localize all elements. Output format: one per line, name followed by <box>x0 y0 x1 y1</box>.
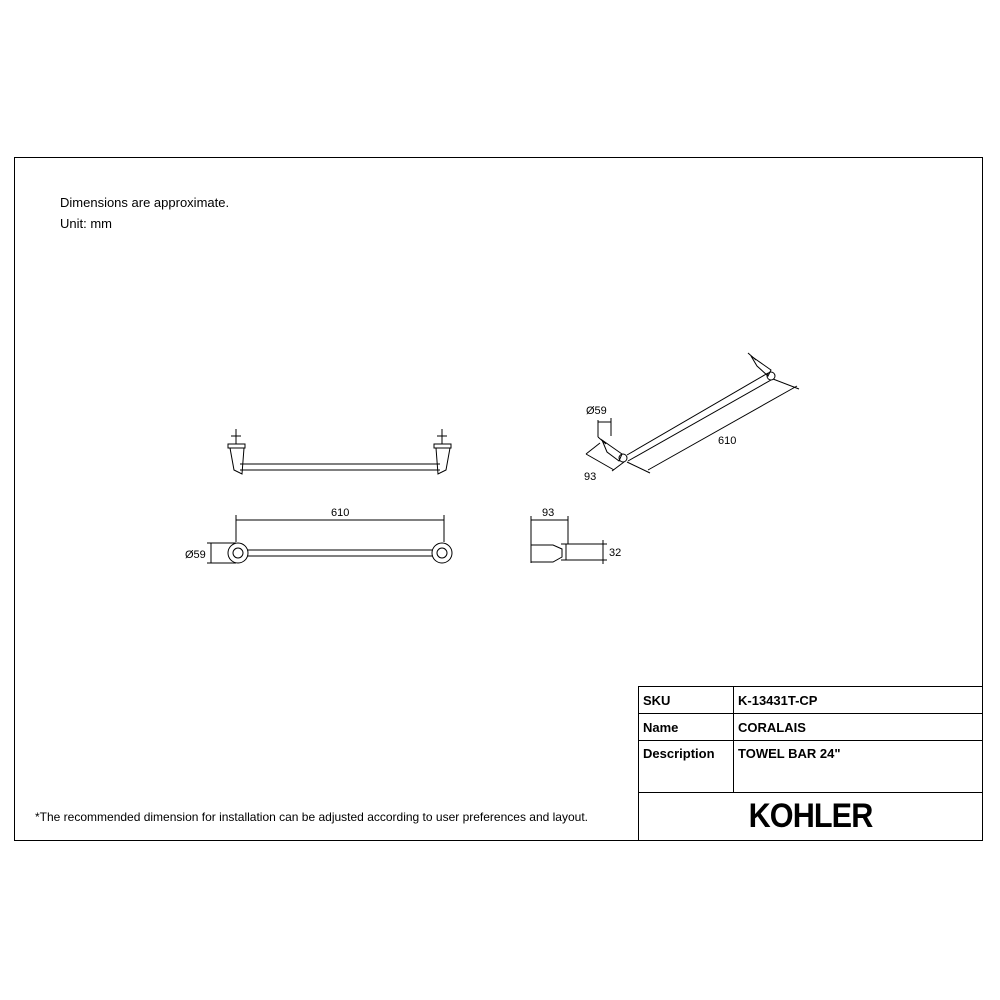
front-elevation-view <box>228 429 451 474</box>
logo-cell <box>639 793 983 841</box>
name-value: CORALAIS <box>734 714 983 741</box>
description-value: TOWEL BAR 24" <box>734 741 983 793</box>
side-view <box>531 516 607 564</box>
kohler-logo: KOHLER <box>748 797 873 835</box>
top-plan-view <box>207 515 452 563</box>
approximate-note: Dimensions are approximate. <box>60 195 230 210</box>
sku-value: K-13431T-CP <box>734 687 983 714</box>
iso-depth-label: 93 <box>584 471 597 483</box>
top-view-length-label: 610 <box>331 507 350 519</box>
unit-note: Unit: mm <box>60 216 112 231</box>
side-view-depth-label: 93 <box>542 507 555 519</box>
iso-diameter-label: Ø59 <box>586 405 607 417</box>
installation-footnote: *The recommended dimension for installation can be adjusted according to user preferences and layout. <box>35 810 588 824</box>
isometric-view <box>586 353 799 473</box>
sku-label: SKU <box>639 687 734 714</box>
description-label: Description <box>639 741 734 793</box>
name-label: Name <box>639 714 734 741</box>
side-view-height-label: 32 <box>609 547 622 559</box>
iso-length-label: 610 <box>718 435 737 447</box>
title-block <box>638 686 983 841</box>
top-view-diameter-label: Ø59 <box>185 549 206 561</box>
